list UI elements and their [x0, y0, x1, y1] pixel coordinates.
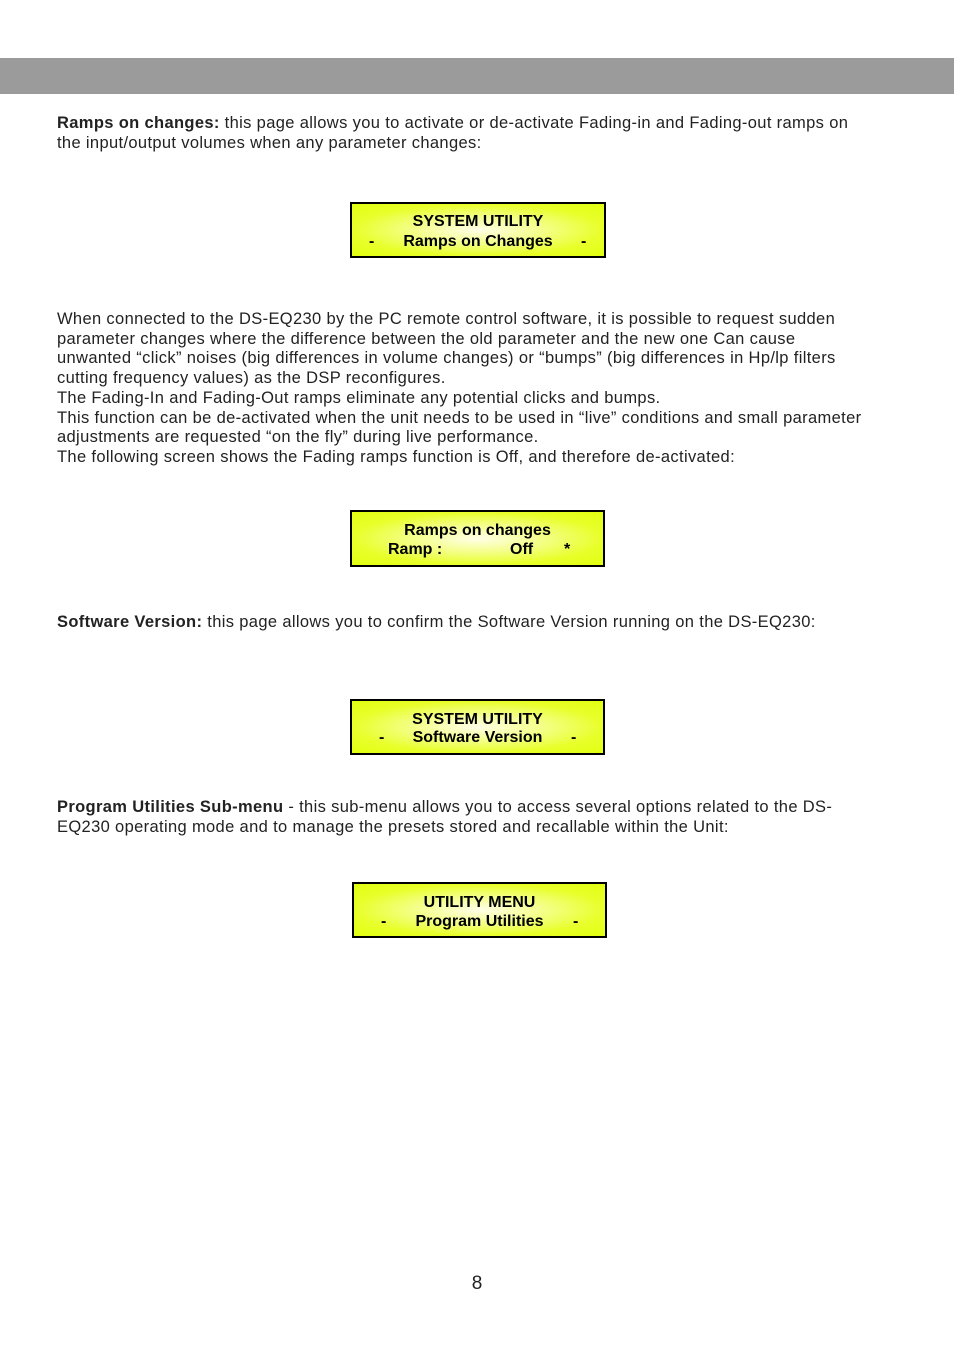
header-bar [0, 58, 954, 94]
lcd-dash-left: - [381, 913, 387, 930]
ramps-description-line-4: The following screen shows the Fading ramps function is Off, and therefore de-activated: [57, 447, 736, 466]
lcd-line-1: Ramps on changes [404, 522, 551, 539]
ramps-on-changes-heading: Ramps on changes: [57, 114, 220, 132]
lcd-line-2: Program Utilities [415, 913, 544, 930]
program-utilities-text: - this sub-menu allows you to access several options related to the DS-EQ230 operating mode and to manage the presets stored and recallable within the Unit: [57, 798, 833, 836]
page-number: 8 [471, 1273, 483, 1294]
lcd-dash-left: - [379, 729, 385, 746]
lcd-dash-right: - [573, 913, 579, 930]
ramps-on-changes-text: this page allows you to activate or de-activate Fading-in and Fading-out ramps on the input/output volumes when any parameter changes: [57, 114, 849, 152]
software-version-paragraph [57, 613, 817, 633]
ramps-description-line-2: The Fading-In and Fading-Out ramps eliminate any potential clicks and bumps. [57, 388, 661, 407]
lcd-software-version-menu [350, 699, 605, 755]
lcd-line-1: SYSTEM UTILITY [412, 711, 543, 728]
lcd-line-1: SYSTEM UTILITY [412, 213, 544, 230]
lcd-ramp-label: Ramp : [388, 541, 443, 558]
lcd-ramp-value: Off [510, 541, 534, 558]
ramps-on-changes-paragraph [57, 114, 857, 153]
lcd-selection-marker: * [564, 541, 571, 558]
program-utilities-paragraph [57, 798, 877, 837]
lcd-ramps-on-changes-menu [350, 202, 606, 258]
lcd-dash-right: - [571, 729, 577, 746]
program-utilities-heading: Program Utilities Sub-menu [57, 798, 284, 816]
ramps-description-line-1: When connected to the DS-EQ230 by the PC remote control software, it is possible to request sudden parameter changes where the difference between the old parameter and the new one Can cause unwanted “click” noises (big differences in volume changes) or “bumps” (big differences in Hp/lp filters cutting frequency values) as the DSP reconfigures. [57, 310, 836, 388]
ramps-description-line-3: This function can be de-activated when the unit needs to be used in “live” conditions and small parameter adjustments are requested “on the fly” during live performance. [57, 408, 862, 447]
lcd-dash-left: - [369, 233, 375, 250]
lcd-line-2: Ramps on Changes [403, 233, 553, 250]
lcd-line-1: UTILITY MENU [423, 894, 536, 911]
ramps-description-paragraph [57, 310, 862, 468]
software-version-text: this page allows you to confirm the Software Version running on the DS-EQ230: [202, 613, 816, 631]
lcd-dash-right: - [581, 233, 587, 250]
lcd-line-2: Software Version [412, 729, 543, 746]
software-version-heading: Software Version: [57, 613, 203, 631]
lcd-ramp-off-screen [350, 510, 605, 567]
lcd-program-utilities-menu [352, 882, 607, 938]
